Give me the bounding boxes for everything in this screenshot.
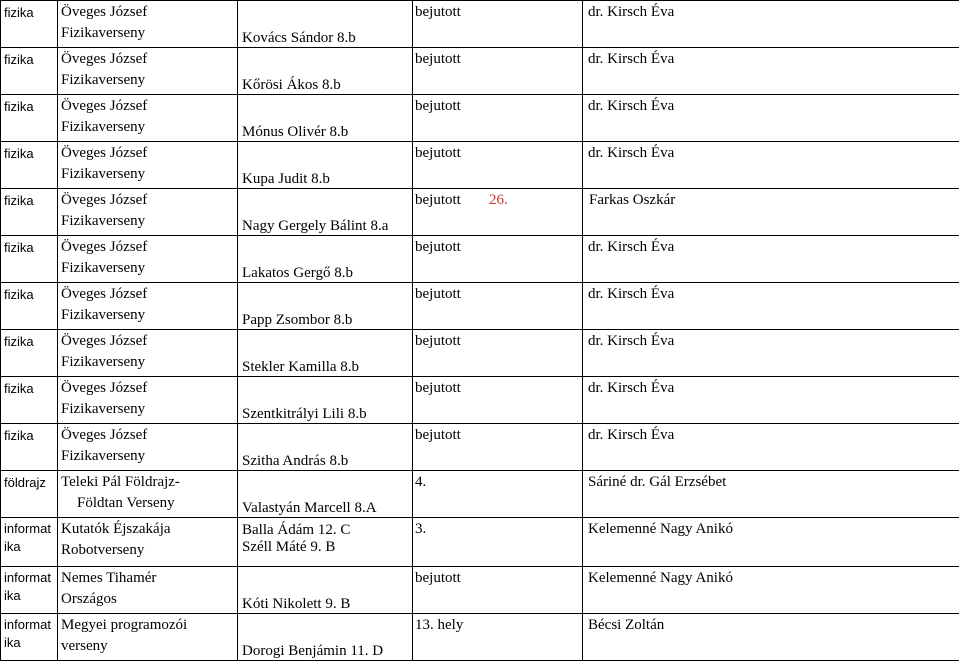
subject-cell: [1, 1, 58, 48]
subject-text-line-1: informat: [4, 569, 57, 587]
competition-line-2: Robotverseny: [61, 540, 237, 561]
student-name: Kóti Nikolett 9. B: [242, 595, 350, 613]
competition-line-1: Megyei programozói: [61, 615, 237, 636]
competition-cell: [58, 142, 238, 189]
student-cell: [238, 142, 413, 189]
competition-cell: [58, 471, 238, 518]
result-text: bejutott: [415, 145, 461, 161]
subject-text-line-2: ika: [4, 634, 57, 652]
subject-cell: [1, 236, 58, 283]
subject-cell: [1, 330, 58, 377]
table-row: [1, 142, 959, 189]
table-row: [1, 330, 959, 377]
result-text: bejutott: [415, 192, 461, 208]
subject-text-line-2: ika: [4, 587, 57, 605]
competition-line-1: Öveges József: [61, 237, 237, 258]
table-row: [1, 189, 959, 236]
subject-text: földrajz: [4, 475, 46, 490]
competition-line-1: Öveges József: [61, 96, 237, 117]
student-cell: [238, 377, 413, 424]
student-name-1: Balla Ádám 12. C: [242, 522, 412, 539]
competition-line-1: Öveges József: [61, 143, 237, 164]
competition-line-2: Fizikaverseny: [61, 258, 237, 279]
student-cell: [238, 283, 413, 330]
competition-line-1: Öveges József: [61, 190, 237, 211]
student-name: Szitha András 8.b: [242, 452, 348, 470]
subject-cell: [1, 95, 58, 142]
competition-line-2: Fizikaverseny: [61, 352, 237, 373]
teacher-cell: [583, 377, 959, 424]
subject-cell: [1, 189, 58, 236]
table-row: [1, 424, 959, 471]
subject-cell: [1, 518, 58, 567]
teacher-name: Kelemenné Nagy Anikó: [588, 521, 733, 537]
student-cell: [238, 614, 413, 661]
competition-cell: [58, 518, 238, 567]
result-cell: [413, 95, 583, 142]
result-cell: [413, 283, 583, 330]
teacher-cell: [583, 95, 959, 142]
competition-cell: [58, 189, 238, 236]
teacher-name: dr. Kirsch Éva: [588, 286, 674, 302]
student-name: Lakatos Gergő 8.b: [242, 264, 353, 282]
student-name: Stekler Kamilla 8.b: [242, 358, 359, 376]
student-name: Kőrösi Ákos 8.b: [242, 76, 341, 94]
student-name: Papp Zsombor 8.b: [242, 311, 352, 329]
result-cell: [413, 236, 583, 283]
result-rank-extra: 26.: [489, 190, 508, 210]
competition-cell: [58, 614, 238, 661]
subject-cell: [1, 48, 58, 95]
competition-line-2: Fizikaverseny: [61, 70, 237, 91]
teacher-cell: [583, 330, 959, 377]
competition-line-1: Öveges József: [61, 49, 237, 70]
competition-line-1: Öveges József: [61, 331, 237, 352]
table-row: [1, 1, 959, 48]
result-cell: [413, 330, 583, 377]
subject-cell: [1, 283, 58, 330]
result-text: bejutott: [415, 380, 461, 396]
table-row: [1, 518, 959, 567]
result-cell: [413, 614, 583, 661]
competition-line-1: Öveges József: [61, 2, 237, 23]
student-name: Dorogi Benjámin 11. D: [242, 642, 383, 660]
teacher-cell: [583, 424, 959, 471]
teacher-cell: [583, 189, 959, 236]
result-cell: [413, 424, 583, 471]
teacher-cell: [583, 283, 959, 330]
competition-cell: [58, 95, 238, 142]
student-cell: [238, 471, 413, 518]
result-text: bejutott: [415, 570, 461, 586]
result-cell: [413, 567, 583, 614]
result-text: bejutott: [415, 286, 461, 302]
teacher-name: Bécsi Zoltán: [588, 617, 664, 633]
competition-line-2: Fizikaverseny: [61, 211, 237, 232]
result-text: bejutott: [415, 51, 461, 67]
subject-text-line-2: ika: [4, 538, 57, 556]
table-row: [1, 377, 959, 424]
teacher-name: dr. Kirsch Éva: [588, 239, 674, 255]
subject-cell: [1, 142, 58, 189]
competition-cell: [58, 567, 238, 614]
result-text: bejutott: [415, 333, 461, 349]
teacher-cell: [583, 567, 959, 614]
student-cell: [238, 189, 413, 236]
student-name: Valastyán Marcell 8.A: [242, 499, 377, 517]
result-text: 4.: [415, 474, 426, 490]
teacher-name: Sáriné dr. Gál Erzsébet: [588, 474, 726, 490]
competition-cell: [58, 236, 238, 283]
competition-cell: [58, 1, 238, 48]
competition-cell: [58, 424, 238, 471]
result-cell: [413, 142, 583, 189]
teacher-cell: [583, 142, 959, 189]
subject-cell: [1, 614, 58, 661]
result-text: 13. hely: [415, 617, 463, 633]
teacher-name: dr. Kirsch Éva: [588, 4, 674, 20]
student-cell: [238, 567, 413, 614]
competition-line-2: Fizikaverseny: [61, 399, 237, 420]
teacher-cell: [583, 614, 959, 661]
student-name: Kupa Judit 8.b: [242, 170, 330, 188]
student-cell: [238, 330, 413, 377]
teacher-name: dr. Kirsch Éva: [588, 98, 674, 114]
table-row: [1, 471, 959, 518]
student-cell: [238, 236, 413, 283]
subject-cell: [1, 424, 58, 471]
competition-line-2: Országos: [61, 589, 237, 610]
result-text: 3.: [415, 521, 426, 537]
teacher-name: dr. Kirsch Éva: [588, 145, 674, 161]
teacher-cell: [583, 48, 959, 95]
student-name-2: Széll Máté 9. B: [242, 539, 412, 556]
result-cell: [413, 471, 583, 518]
result-cell: [413, 189, 583, 236]
result-text: bejutott: [415, 4, 461, 20]
teacher-cell: [583, 518, 959, 567]
result-text: bejutott: [415, 98, 461, 114]
competition-line-2: Fizikaverseny: [61, 305, 237, 326]
table-row: [1, 567, 959, 614]
competition-line-2: verseny: [61, 636, 237, 657]
subject-text: fizika: [4, 240, 34, 255]
student-cell: [238, 95, 413, 142]
competition-line-2: Fizikaverseny: [61, 117, 237, 138]
subject-text: fizika: [4, 193, 34, 208]
subject-text: fizika: [4, 428, 34, 443]
subject-text: fizika: [4, 381, 34, 396]
result-cell: [413, 1, 583, 48]
student-cell: [238, 518, 413, 567]
table-row: [1, 236, 959, 283]
subject-cell: [1, 567, 58, 614]
competition-line-2: Fizikaverseny: [61, 446, 237, 467]
competition-cell: [58, 377, 238, 424]
result-text: bejutott: [415, 427, 461, 443]
competition-line-1: Öveges József: [61, 378, 237, 399]
competition-line-1: Nemes Tihamér: [61, 568, 237, 589]
teacher-cell: [583, 471, 959, 518]
student-cell: [238, 424, 413, 471]
student-name: Mónus Olivér 8.b: [242, 123, 348, 141]
competition-cell: [58, 330, 238, 377]
subject-text: fizika: [4, 5, 34, 20]
student-cell: [238, 1, 413, 48]
competition-line-1: Kutatók Éjszakája: [61, 519, 237, 540]
table-row: [1, 95, 959, 142]
result-cell: [413, 377, 583, 424]
competition-cell: [58, 283, 238, 330]
teacher-cell: [583, 236, 959, 283]
teacher-cell: [583, 1, 959, 48]
subject-text: fizika: [4, 287, 34, 302]
subject-cell: [1, 471, 58, 518]
student-cell: [238, 48, 413, 95]
subject-text-line-1: informat: [4, 520, 57, 538]
result-cell: [413, 518, 583, 567]
subject-text: fizika: [4, 99, 34, 114]
student-name: Kovács Sándor 8.b: [242, 29, 356, 47]
table-row: [1, 283, 959, 330]
competition-line-2: Fizikaverseny: [61, 23, 237, 44]
subject-text-line-1: informat: [4, 616, 57, 634]
table-row: [1, 614, 959, 661]
competition-line-2: Fizikaverseny: [61, 164, 237, 185]
competition-cell: [58, 48, 238, 95]
teacher-name: Kelemenné Nagy Anikó: [588, 570, 733, 586]
result-text: bejutott: [415, 239, 461, 255]
competition-line-1: Teleki Pál Földrajz-: [61, 472, 237, 493]
result-cell: [413, 48, 583, 95]
teacher-name: Farkas Oszkár: [589, 192, 675, 208]
teacher-name: dr. Kirsch Éva: [588, 427, 674, 443]
teacher-name: dr. Kirsch Éva: [588, 380, 674, 396]
competition-line-1: Öveges József: [61, 284, 237, 305]
subject-text: fizika: [4, 52, 34, 67]
subject-text: fizika: [4, 146, 34, 161]
student-name: Nagy Gergely Bálint 8.a: [242, 217, 388, 235]
student-name: Szentkitrályi Lili 8.b: [242, 405, 367, 423]
teacher-name: dr. Kirsch Éva: [588, 51, 674, 67]
competition-line-1: Öveges József: [61, 425, 237, 446]
teacher-name: dr. Kirsch Éva: [588, 333, 674, 349]
competition-line-2: Földtan Verseny: [61, 493, 237, 514]
table-row: [1, 48, 959, 95]
subject-cell: [1, 377, 58, 424]
subject-text: fizika: [4, 334, 34, 349]
